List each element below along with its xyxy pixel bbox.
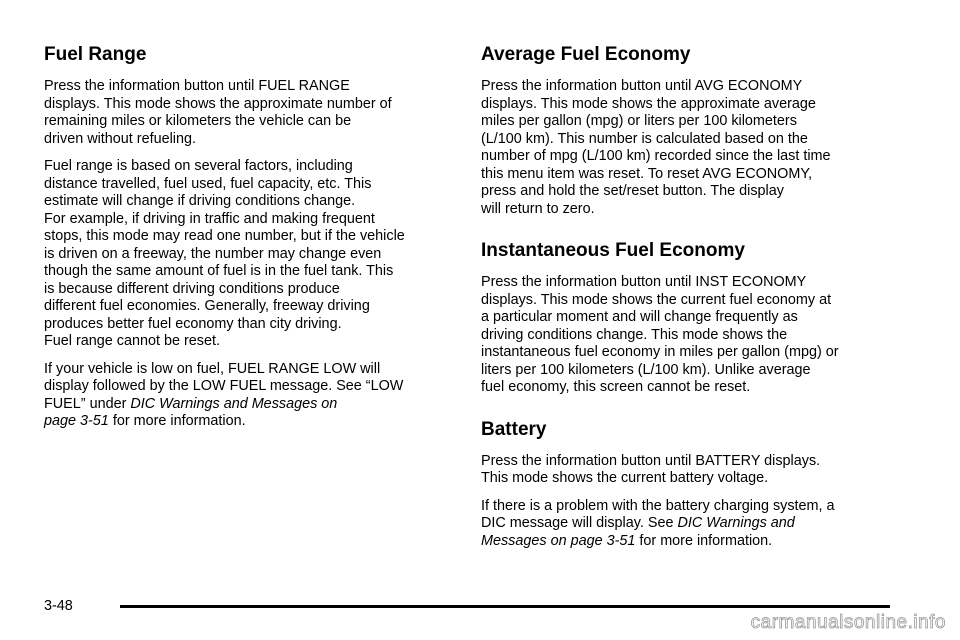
fuel-range-paragraph-2 bbox=[44, 158, 456, 351]
text-line: Fuel range is based on several factors, including bbox=[44, 158, 353, 174]
dic-warnings-reference-link[interactable]: DIC Warnings and Messages on bbox=[130, 395, 338, 412]
average-fuel-economy-section bbox=[481, 44, 901, 218]
text-line: Press the information button until INST ECONOMY bbox=[481, 274, 807, 290]
page-reference-link[interactable]: Messages on page 3-51 bbox=[481, 532, 636, 549]
text-line: remaining miles or kilometers the vehicle can be bbox=[44, 113, 352, 129]
battery-paragraph-2 bbox=[481, 498, 901, 551]
text-line: though the same amount of fuel is in the fuel tank. This bbox=[44, 263, 394, 279]
fuel-range-heading: Fuel Range bbox=[44, 44, 147, 65]
text-line: driving conditions change. This mode shows the bbox=[481, 326, 788, 343]
text-line: estimate will change if driving conditions change. bbox=[44, 193, 356, 209]
text-line: For example, if driving in traffic and making frequent bbox=[44, 210, 375, 227]
text-line: fuel economy, this screen cannot be reset. bbox=[481, 379, 751, 395]
average-fuel-economy-heading: Average Fuel Economy bbox=[481, 44, 691, 65]
text-line bbox=[44, 413, 456, 431]
instantaneous-fuel-economy-paragraph bbox=[481, 274, 901, 397]
text-line: different fuel economies. Generally, freeway driving bbox=[44, 298, 370, 314]
text-line: instantaneous fuel economy in miles per gallon (mpg) or bbox=[481, 344, 839, 360]
text-run: FUEL” under bbox=[44, 395, 131, 412]
left-column bbox=[44, 44, 456, 445]
text-line: is driven on a freeway, the number may change even bbox=[44, 245, 382, 262]
text-line: Press the information button until BATTERY displays. bbox=[481, 452, 821, 469]
fuel-range-paragraph-3 bbox=[44, 361, 456, 431]
text-line: If your vehicle is low on fuel, FUEL RANGE LOW will bbox=[44, 360, 381, 377]
text-line: will return to zero. bbox=[481, 200, 595, 217]
text-line bbox=[481, 515, 901, 533]
page-number: 3-48 bbox=[44, 598, 73, 614]
watermark: carmanualsonline.info bbox=[750, 612, 946, 633]
right-column bbox=[481, 44, 901, 572]
text-line: a particular moment and will change frequently as bbox=[481, 309, 798, 325]
text-run: for more information. bbox=[635, 532, 773, 549]
text-line: miles per gallon (mpg) or liters per 100 kilometers bbox=[481, 113, 797, 129]
text-line bbox=[481, 533, 901, 551]
text-line: (L/100 km). This number is calculated based on the bbox=[481, 130, 808, 147]
text-line: driven without refueling. bbox=[44, 130, 196, 147]
text-line: Press the information button until FUEL RANGE bbox=[44, 78, 350, 94]
text-line bbox=[44, 396, 456, 414]
page-reference-link[interactable]: page 3-51 bbox=[44, 413, 109, 429]
text-line: this menu item was reset. To reset AVG ECONOMY, bbox=[481, 165, 813, 182]
text-line: This mode shows the current battery voltage. bbox=[481, 470, 769, 486]
battery-heading: Battery bbox=[481, 418, 547, 440]
instantaneous-fuel-economy-section bbox=[481, 240, 901, 397]
text-line: If there is a problem with the battery charging system, a bbox=[481, 497, 835, 514]
text-run: DIC message will display. See bbox=[481, 515, 678, 531]
dic-warnings-reference-link[interactable]: DIC Warnings and bbox=[677, 515, 795, 531]
text-line: displays. This mode shows the current fuel economy at bbox=[481, 291, 832, 308]
text-line: Press the information button until AVG ECONOMY bbox=[481, 78, 803, 94]
text-line: is because different driving conditions produce bbox=[44, 280, 340, 297]
battery-paragraph-1 bbox=[481, 453, 901, 488]
text-line: liters per 100 kilometers (L/100 km). Unlike average bbox=[481, 361, 811, 378]
text-line: distance travelled, fuel used, fuel capacity, etc. This bbox=[44, 175, 372, 192]
fuel-range-section bbox=[44, 44, 456, 431]
text-line: display followed by the LOW FUEL message. See “LOW bbox=[44, 378, 404, 394]
footer-rule bbox=[120, 605, 890, 608]
instantaneous-fuel-economy-heading: Instantaneous Fuel Economy bbox=[481, 240, 745, 261]
text-line: displays. This mode shows the approximate average bbox=[481, 95, 816, 112]
battery-section bbox=[481, 419, 901, 551]
fuel-range-paragraph-1 bbox=[44, 78, 456, 148]
text-line: press and hold the set/reset button. The display bbox=[481, 183, 784, 199]
text-line: number of mpg (L/100 km) recorded since the last time bbox=[481, 148, 831, 164]
text-line: Fuel range cannot be reset. bbox=[44, 333, 220, 349]
text-line: stops, this mode may read one number, but if the vehicle bbox=[44, 228, 405, 244]
text-run: for more information. bbox=[108, 413, 246, 429]
text-line: displays. This mode shows the approximate number of bbox=[44, 95, 392, 112]
text-line: produces better fuel economy than city driving. bbox=[44, 315, 342, 332]
average-fuel-economy-paragraph bbox=[481, 78, 901, 218]
